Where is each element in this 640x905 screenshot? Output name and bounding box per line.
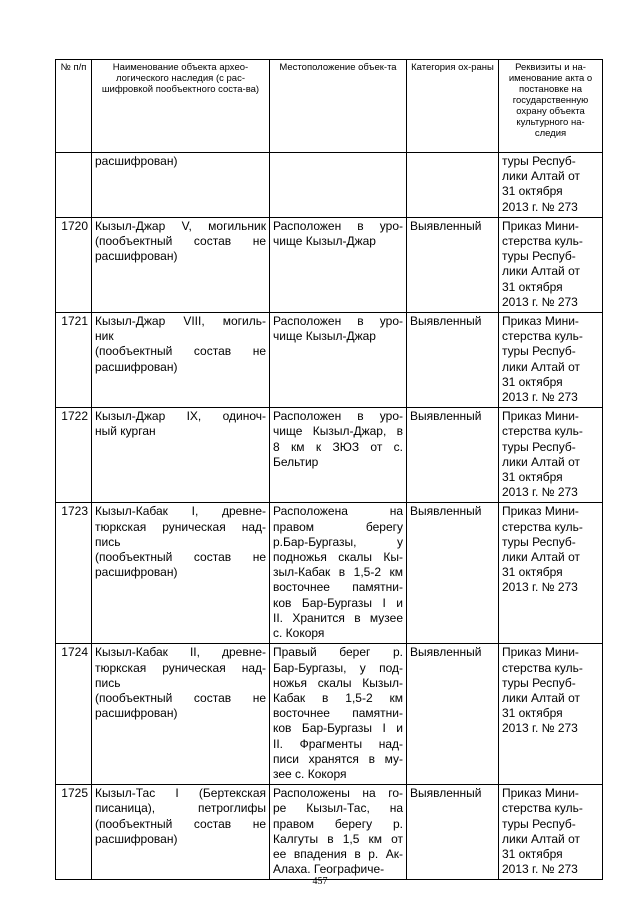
cell-location-line: чище Кызыл-Джар: [273, 234, 376, 249]
cell-object-name: [92, 408, 270, 503]
cell-act-line: Приказ Мини-: [502, 409, 579, 424]
cell-location-line: Расположен в уро-: [273, 314, 403, 329]
cell-act-line: стерства куль-: [502, 329, 583, 344]
cell-act-line: 2013 г. № 273: [502, 721, 578, 736]
cell-act-line: Приказ Мини-: [502, 786, 579, 801]
continuation-category: [407, 153, 499, 218]
cell-object-name-line: пись: [95, 675, 121, 690]
continuation-name-line: расшифрован): [95, 154, 178, 168]
cell-act-line: туры Респуб-: [502, 439, 576, 454]
cell-location-line: Алаха. Географиче-: [273, 862, 385, 877]
cell-num: 1723: [56, 503, 92, 644]
cell-act-line: стерства куль-: [502, 801, 583, 816]
table-header-row: [56, 60, 603, 153]
cell-location-line: писи хранятся в му-: [273, 751, 403, 766]
cell-object-name-line: пись: [95, 534, 121, 549]
header-act: Реквизиты и на-именование акта о постановке на государственную охрану объекта культурного на-следия: [499, 60, 603, 153]
cell-act-line: лики Алтай от: [502, 359, 580, 374]
cell-object-name-line: писаница), петроглифы: [95, 801, 266, 816]
cell-location-line: р.Бар-Бургазы, у: [273, 534, 403, 549]
cell-object-name-line: Кызыл-Кабак I, древне-: [95, 504, 266, 519]
cell-object-name-line: ник: [95, 329, 114, 344]
cell-object-name-line: расшифрован): [95, 565, 178, 580]
cell-location-line: Бар-Бургазы, у под-: [273, 660, 403, 675]
cell-act: [499, 408, 603, 503]
cell-object-name-line: тюркская руническая над-: [95, 519, 266, 534]
cell-act-line: 2013 г. № 273: [502, 485, 578, 500]
cell-num: 1724: [56, 644, 92, 785]
cell-location-line: подножья скалы Кы-: [273, 550, 403, 565]
cell-object-name: [92, 785, 270, 880]
cell-act: [499, 503, 603, 644]
cell-location: [270, 408, 407, 503]
header-location: Местоположение объек-та: [270, 60, 407, 153]
cell-location-line: восточнее памятни-: [273, 580, 403, 595]
cell-act-line: лики Алтай от: [502, 690, 580, 705]
cell-object-name-line: (пообъектный состав не: [95, 690, 266, 705]
cell-location-line: Кабак в 1,5-2 км: [273, 690, 403, 705]
cell-location-line: 8 км к ЗЮЗ от с.: [273, 439, 403, 454]
cell-location-line: чище Кызыл-Джар: [273, 329, 376, 344]
cell-act-line: стерства куль-: [502, 519, 583, 534]
table-row: [56, 785, 603, 880]
cell-location: [270, 217, 407, 312]
table-row: [56, 644, 603, 785]
cell-location-line: восточнее памятни-: [273, 706, 403, 721]
cell-location-line: Расположена на: [273, 504, 403, 519]
cell-num: 1725: [56, 785, 92, 880]
table-row: [56, 503, 603, 644]
cell-act-line: туры Респуб-: [502, 249, 576, 264]
cell-num: 1721: [56, 313, 92, 408]
header-num: № п/п: [56, 60, 92, 153]
cell-location: [270, 644, 407, 785]
table-row: [56, 313, 603, 408]
cell-act-line: 31 октября: [502, 470, 563, 485]
cell-object-name: [92, 217, 270, 312]
cell-act-line: 31 октября: [502, 846, 563, 861]
continuation-act-line: 31 октября: [502, 184, 563, 199]
cell-act-line: 31 октября: [502, 565, 563, 580]
cell-act-line: стерства куль-: [502, 660, 583, 675]
cell-act-line: лики Алтай от: [502, 264, 580, 279]
cell-location-line: зыл-Кабак в 1,5-2 км: [273, 565, 403, 580]
cell-object-name-line: расшифрован): [95, 706, 178, 721]
cell-category: Выявленный: [407, 217, 499, 312]
cell-object-name-line: Кызыл-Джар VIII, могиль-: [95, 314, 266, 329]
cell-category: Выявленный: [407, 408, 499, 503]
cell-location-line: с. Кокоря: [273, 626, 325, 641]
cell-num: 1720: [56, 217, 92, 312]
header-category: Категория ох-раны: [407, 60, 499, 153]
cell-act-line: 31 октября: [502, 279, 563, 294]
cell-location-line: Расположен в уро-: [273, 218, 403, 233]
heritage-registry-table: [55, 59, 603, 880]
cell-location-line: Расположены на го-: [273, 786, 403, 801]
cell-object-name: [92, 503, 270, 644]
cell-category: Выявленный: [407, 503, 499, 644]
cell-object-name-line: (пообъектный состав не: [95, 550, 266, 565]
cell-location-line: ков Бар-Бургазы I и: [273, 721, 403, 736]
cell-act-line: туры Респуб-: [502, 534, 576, 549]
continuation-act-line: лики Алтай от: [502, 169, 580, 184]
cell-act-line: лики Алтай от: [502, 550, 580, 565]
cell-location-line: ков Бар-Бургазы I и: [273, 595, 403, 610]
cell-act-line: лики Алтай от: [502, 831, 580, 846]
cell-location-line: ее впадения в р. Ак-: [273, 846, 403, 861]
continuation-act: [499, 153, 603, 218]
cell-act-line: 2013 г. № 273: [502, 294, 578, 309]
continuation-name: [92, 153, 270, 218]
continuation-act-line: туры Респуб-: [502, 154, 576, 168]
page-number: 457: [312, 876, 328, 887]
cell-act: [499, 217, 603, 312]
cell-location-line: Правый берег р.: [273, 645, 403, 660]
cell-location-line: ре Кызыл-Тас, на: [273, 801, 403, 816]
cell-location: [270, 785, 407, 880]
cell-category: Выявленный: [407, 313, 499, 408]
cell-location-line: правом берегу р.: [273, 816, 403, 831]
cell-act: [499, 313, 603, 408]
cell-act-line: 2013 г. № 273: [502, 390, 578, 405]
cell-act-line: Приказ Мини-: [502, 314, 579, 329]
table-body: [56, 153, 603, 880]
cell-act-line: 31 октября: [502, 706, 563, 721]
cell-object-name-line: ный курган: [95, 424, 156, 439]
header-name: Наименование объекта архео-логического наследия (с рас-шифровкой пообъектного соста-ва): [92, 60, 270, 153]
cell-object-name-line: (пообъектный состав не: [95, 344, 266, 359]
cell-object-name-line: тюркская руническая над-: [95, 660, 266, 675]
cell-location-line: Калгуты в 1,5 км от: [273, 831, 403, 846]
cell-category: Выявленный: [407, 785, 499, 880]
continuation-act-line: 2013 г. № 273: [502, 199, 578, 214]
cell-act-line: туры Респуб-: [502, 816, 576, 831]
cell-object-name-line: Кызыл-Кабак II, древне-: [95, 645, 266, 660]
cell-act-line: 31 октября: [502, 374, 563, 389]
cell-location: [270, 503, 407, 644]
cell-act-line: 2013 г. № 273: [502, 580, 578, 595]
cell-location-line: II. Фрагменты над-: [273, 736, 403, 751]
cell-act-line: стерства куль-: [502, 424, 583, 439]
cell-location-line: Расположен в уро-: [273, 409, 403, 424]
cell-object-name-line: расшифрован): [95, 359, 178, 374]
cell-object-name-line: Кызыл-Джар V, могильник: [95, 218, 266, 233]
cell-object-name-line: расшифрован): [95, 831, 178, 846]
cell-act-line: лики Алтай от: [502, 454, 580, 469]
cell-category: Выявленный: [407, 644, 499, 785]
cell-location-line: правом берегу: [273, 519, 403, 534]
cell-num: 1722: [56, 408, 92, 503]
table-row: [56, 217, 603, 312]
cell-act-line: Приказ Мини-: [502, 218, 579, 233]
cell-object-name-line: Кызыл-Джар IX, одиноч-: [95, 409, 266, 424]
cell-location: [270, 313, 407, 408]
continuation-location: [270, 153, 407, 218]
table-row: [56, 408, 603, 503]
cell-act: [499, 785, 603, 880]
cell-object-name-line: Кызыл-Тас I (Бертекская: [95, 786, 266, 801]
cell-object-name-line: (пообъектный состав не: [95, 234, 266, 249]
cell-location-line: ножья скалы Кызыл-: [273, 675, 403, 690]
cell-location-line: чище Кызыл-Джар, в: [273, 424, 403, 439]
cell-location-line: Бельтир: [273, 454, 319, 469]
cell-object-name: [92, 313, 270, 408]
cell-act-line: стерства куль-: [502, 234, 583, 249]
cell-act: [499, 644, 603, 785]
cell-act-line: Приказ Мини-: [502, 504, 579, 519]
cell-location-line: II. Хранится в музее: [273, 610, 403, 625]
cell-act-line: 2013 г. № 273: [502, 862, 578, 877]
cell-act-line: Приказ Мини-: [502, 645, 579, 660]
cell-act-line: туры Респуб-: [502, 344, 576, 359]
cell-object-name: [92, 644, 270, 785]
cell-location-line: зее с. Кокоря: [273, 766, 347, 781]
cell-act-line: туры Респуб-: [502, 675, 576, 690]
cell-object-name-line: (пообъектный состав не: [95, 816, 266, 831]
continuation-num: [56, 153, 92, 218]
continuation-row: [56, 153, 603, 218]
cell-object-name-line: расшифрован): [95, 249, 178, 264]
